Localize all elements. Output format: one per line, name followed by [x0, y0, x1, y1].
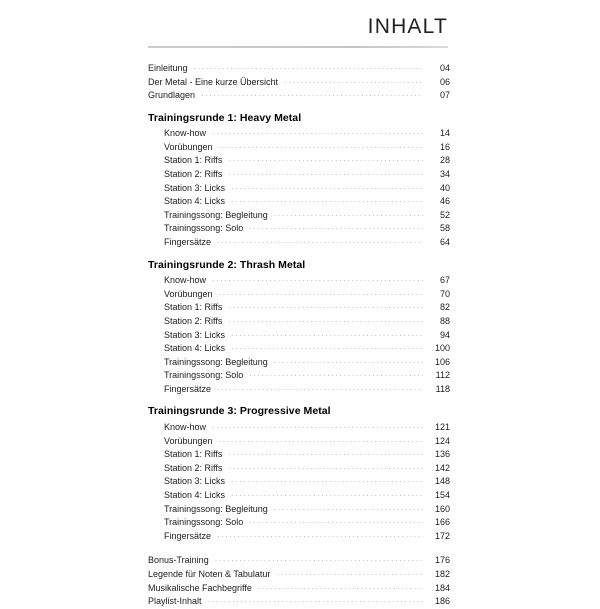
toc-entry-label: Bonus-Training — [148, 555, 209, 566]
toc-entry-page-number: 160 — [434, 503, 450, 514]
toc-entry-page-number: 58 — [439, 223, 450, 234]
toc-entry-page-number: 176 — [434, 555, 450, 566]
toc-entry-label: Station 1: Riffs — [164, 449, 223, 460]
toc-entry-label: Musikalische Fachbegriffe — [148, 582, 252, 593]
toc-entry-label: Einleitung — [148, 63, 188, 73]
toc-entry-page-number: 70 — [439, 288, 450, 299]
toc-dot-leader — [217, 236, 423, 245]
toc-dot-leader — [212, 127, 423, 136]
toc-dot-leader — [231, 182, 423, 191]
toc-entry-page-number: 88 — [439, 315, 450, 326]
toc-entry[interactable] — [148, 489, 450, 503]
toc-entry-label: Trainingssong: Begleitung — [164, 209, 268, 220]
toc-dot-leader — [228, 448, 423, 457]
page-title: INHALT — [367, 15, 448, 38]
toc-dot-leader — [212, 274, 423, 283]
toc-entry[interactable] — [148, 274, 450, 288]
toc-entry-label: Fingersätze — [164, 530, 212, 541]
toc-entry[interactable] — [148, 315, 450, 329]
toc-entry-page-number: 118 — [435, 383, 450, 394]
toc-entry[interactable] — [148, 154, 450, 168]
toc-entry-label: Know-how — [164, 275, 207, 286]
toc-entry[interactable] — [148, 301, 450, 315]
toc-entry-label: Vorübungen — [164, 288, 213, 299]
toc-dot-leader — [228, 462, 423, 471]
toc-dot-leader — [228, 301, 423, 310]
toc-entry[interactable] — [148, 168, 450, 182]
toc-entry[interactable] — [148, 475, 450, 489]
toc-entry-label: Station 4: Licks — [164, 196, 226, 207]
toc-dot-leader — [249, 369, 423, 378]
toc-entry-page-number: 34 — [439, 169, 450, 180]
toc-entry-page-number: 14 — [439, 128, 450, 139]
toc-dot-leader — [228, 315, 423, 324]
toc-dot-leader — [212, 421, 423, 430]
toc-front-matter-group — [148, 62, 450, 103]
toc-section — [148, 103, 450, 250]
toc-entry[interactable] — [148, 288, 450, 302]
toc-dot-leader — [217, 383, 423, 392]
toc-entry-label: Vorübungen — [164, 141, 213, 152]
toc-section-title[interactable]: Trainingsrunde 2: Thrash Metal — [148, 258, 306, 271]
toc-entry-label: Fingersätze — [164, 383, 212, 394]
toc-entry[interactable] — [148, 530, 450, 544]
toc-entry-page-number: 182 — [434, 568, 450, 579]
toc-sections — [148, 103, 450, 544]
toc-entry-label: Station 3: Licks — [164, 182, 226, 193]
toc-entry[interactable] — [148, 141, 450, 155]
toc-entry[interactable] — [148, 369, 450, 383]
toc-entry-page-number: 40 — [439, 182, 450, 193]
toc-entry-page-number: 172 — [434, 530, 450, 541]
toc-entry[interactable] — [148, 222, 450, 236]
toc-section — [148, 396, 450, 543]
toc-entry[interactable] — [148, 462, 450, 476]
toc-entry-page-number: 16 — [439, 141, 450, 152]
toc-entry-label: Der Metal - Eine kurze Übersicht — [148, 76, 279, 87]
toc-entry-label: Station 1: Riffs — [164, 155, 223, 166]
toc-entry[interactable] — [148, 195, 450, 209]
spacer-before-back-matter — [148, 543, 450, 554]
toc-entry-label: Trainingssong: Begleitung — [164, 356, 268, 367]
toc-entry[interactable] — [148, 516, 450, 530]
toc-back-matter-group — [148, 554, 450, 608]
toc-dot-leader — [219, 288, 423, 297]
toc-entry-page-number: 106 — [434, 356, 450, 367]
toc-dot-leader — [228, 168, 423, 177]
toc-entry-label: Trainingssong: Solo — [164, 223, 244, 234]
toc-entry-label: Know-how — [164, 128, 207, 139]
toc-entry-label: Station 2: Riffs — [164, 462, 223, 473]
toc-entry[interactable] — [148, 89, 450, 103]
toc-entry[interactable] — [148, 582, 450, 596]
toc-entry-page-number: 64 — [439, 237, 450, 248]
toc-entry-page-number: 46 — [439, 196, 450, 207]
toc-entry[interactable] — [148, 554, 450, 568]
toc-dot-leader — [201, 89, 423, 98]
toc-entry[interactable] — [148, 342, 450, 356]
toc-dot-leader — [217, 530, 423, 539]
toc-dot-leader — [274, 503, 423, 512]
toc-dot-leader — [284, 76, 423, 85]
toc-entry-label: Station 3: Licks — [164, 329, 226, 340]
toc-entry-page-number: 154 — [434, 489, 450, 500]
toc-entry-page-number: 124 — [434, 435, 450, 446]
toc-section — [148, 250, 450, 397]
toc-dot-leader — [231, 489, 423, 498]
toc-entry[interactable] — [148, 595, 450, 609]
toc-entry-label: Station 3: Licks — [164, 476, 226, 487]
toc-dot-leader — [231, 329, 423, 338]
toc-entry-page-number: 186 — [434, 596, 450, 607]
toc-section-title[interactable]: Trainingsrunde 1: Heavy Metal — [148, 111, 302, 124]
toc-entry[interactable] — [148, 421, 450, 435]
toc-entry[interactable] — [148, 448, 450, 462]
toc-entry-label: Legende für Noten & Tabulatur — [148, 568, 271, 579]
toc-entry[interactable] — [148, 503, 450, 517]
toc-dot-leader — [231, 475, 423, 484]
title-divider — [148, 46, 448, 48]
toc-dot-leader — [231, 195, 423, 204]
toc-dot-leader — [274, 209, 423, 218]
toc-dot-leader — [249, 222, 423, 231]
toc-entry-page-number: 112 — [435, 370, 450, 381]
toc-dot-leader — [276, 568, 423, 577]
toc-entry-page-number: 166 — [434, 517, 450, 528]
toc-dot-leader — [228, 154, 423, 163]
toc-entry[interactable] — [148, 435, 450, 449]
toc-entry-label: Trainingssong: Solo — [164, 370, 244, 381]
toc-entry[interactable] — [148, 209, 450, 223]
toc-entry-page-number: 148 — [434, 476, 450, 487]
toc-entry-label: Station 2: Riffs — [164, 315, 223, 326]
toc-entry-label: Grundlagen — [148, 90, 196, 101]
toc-entry-label: Station 1: Riffs — [164, 302, 223, 313]
toc-entry[interactable] — [148, 329, 450, 343]
toc-dot-leader — [231, 342, 423, 351]
toc-entry-page-number: 06 — [439, 76, 450, 87]
toc-dot-leader — [274, 356, 423, 365]
toc-entry-page-number: 28 — [439, 155, 450, 166]
toc-entry-label: Know-how — [164, 421, 207, 432]
toc-entry-label: Playlist-Inhalt — [148, 596, 202, 607]
toc-entry-label: Station 4: Licks — [164, 343, 226, 354]
toc-entry-page-number: 04 — [439, 63, 450, 73]
toc-entry-label: Fingersätze — [164, 237, 212, 248]
toc-entry-page-number: 142 — [434, 462, 450, 473]
toc-entry-page-number: 121 — [434, 421, 450, 432]
toc-entry[interactable] — [148, 62, 450, 76]
toc-entry-label: Vorübungen — [164, 435, 213, 446]
toc-entry-page-number: 07 — [439, 90, 450, 101]
toc-entry[interactable] — [148, 236, 450, 250]
toc-entry-page-number: 184 — [434, 582, 450, 593]
toc-entry-page-number: 82 — [439, 302, 450, 313]
toc-entry[interactable] — [148, 127, 450, 141]
page-header — [148, 14, 448, 48]
toc-dot-leader — [219, 435, 423, 444]
toc-entry-page-number: 100 — [434, 343, 450, 354]
toc-dot-leader — [258, 582, 423, 591]
toc-body — [148, 62, 450, 609]
toc-entry-label: Trainingssong: Begleitung — [164, 503, 268, 514]
toc-entry[interactable] — [148, 182, 450, 196]
toc-section-title[interactable]: Trainingsrunde 3: Progressive Metal — [148, 405, 331, 418]
toc-dot-leader — [249, 516, 423, 525]
toc-entry-label: Station 2: Riffs — [164, 169, 223, 180]
toc-entry-page-number: 52 — [439, 209, 450, 220]
toc-entry-page-number: 94 — [439, 329, 450, 340]
toc-dot-leader — [194, 62, 423, 71]
toc-entry[interactable] — [148, 568, 450, 582]
toc-entry[interactable] — [148, 76, 450, 90]
toc-entry[interactable] — [148, 356, 450, 370]
toc-dot-leader — [215, 554, 423, 563]
toc-entry-page-number: 67 — [439, 275, 450, 286]
toc-entry-label: Trainingssong: Solo — [164, 517, 244, 528]
toc-entry-label: Station 4: Licks — [164, 489, 226, 500]
toc-entry-page-number: 136 — [434, 449, 450, 460]
toc-entry[interactable] — [148, 383, 450, 397]
toc-dot-leader — [219, 141, 423, 150]
